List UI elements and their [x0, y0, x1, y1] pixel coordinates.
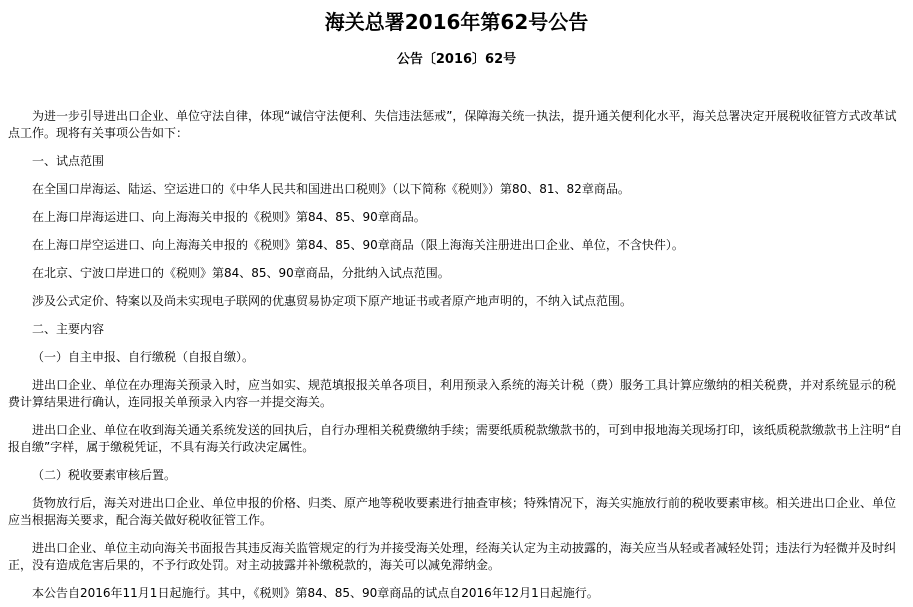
content-paragraph-2: 进出口企业、单位在收到海关通关系统发送的回执后，自行办理相关税费缴纳手续；需要纸质税款缴款书的，可到申报地海关现场打印，该纸质税款缴款书上注明“自报自缴”字样，属于缴税凭证，不具有海关行政决定属性。: [8, 423, 903, 454]
scope-item-3: 在上海口岸空运进口、向上海海关申报的《税则》第84、85、90章商品（限上海海关注册进出口企业、单位，不含快件）。: [32, 238, 684, 252]
scope-exclusion: 涉及公式定价、特案以及尚未实现电子联网的优惠贸易协定项下原产地证书或者原产地声明的，不纳入试点范围。: [32, 294, 633, 308]
scope-item-1: 在全国口岸海运、陆运、空运进口的《中华人民共和国进出口税则》（以下简称《税则》）第80、81、82章商品。: [32, 182, 630, 196]
page-title: 海关总署2016年第62号公告: [324, 10, 589, 34]
content-paragraph-4: 进出口企业、单位主动向海关书面报告其违反海关监管规定的行为并接受海关处理，经海关认定为主动披露的，海关应当从轻或者减轻处罚；违法行为轻微并及时纠正，没有造成危害后果的，不予行政处罚。对主动披露并补缴税款的，海关可以减免滞纳金。: [8, 541, 897, 572]
scope-item-2: 在上海口岸海运进口、向上海海关申报的《税则》第84、85、90章商品。: [32, 210, 426, 224]
content-paragraph-1: 进出口企业、单位在办理海关预录入时，应当如实、规范填报报关单各项目，利用预录入系统的海关计税（费）服务工具计算应缴纳的相关税费，并对系统显示的税费计算结果进行确认，连同报关单预录入内容一并提交海关。: [8, 378, 897, 409]
intro-paragraph: 为进一步引导进出口企业、单位守法自律，体现“诚信守法便利、失信违法惩戒”，保障海关统一执法，提升通关便利化水平，海关总署决定开展税收征管方式改革试点工作。现将有关事项公告如下：: [8, 109, 897, 140]
section-heading-content: 二、主要内容: [32, 322, 105, 336]
content-paragraph-3: 货物放行后，海关对进出口企业、单位申报的价格、归类、原产地等税收要素进行抽查审核；特殊情况下，海关实施放行前的税收要素审核。相关进出口企业、单位应当根据海关要求，配合海关做好税收征管工作。: [8, 496, 897, 527]
announcement-number: 公告〔2016〕62号: [396, 52, 517, 67]
subsection-heading-self-declare: （一）自主申报、自行缴税（自报自缴）。: [32, 350, 255, 364]
scope-item-4: 在北京、宁波口岸进口的《税则》第84、85、90章商品，分批纳入试点范围。: [32, 266, 450, 280]
subsection-heading-post-audit: （二）税收要素审核后置。: [32, 468, 177, 482]
section-heading-scope: 一、试点范围: [32, 154, 105, 168]
effective-date-paragraph: 本公告自2016年11月1日起施行。其中，《税则》第84、85、90章商品的试点自2016年12月1日起施行。: [32, 586, 599, 600]
